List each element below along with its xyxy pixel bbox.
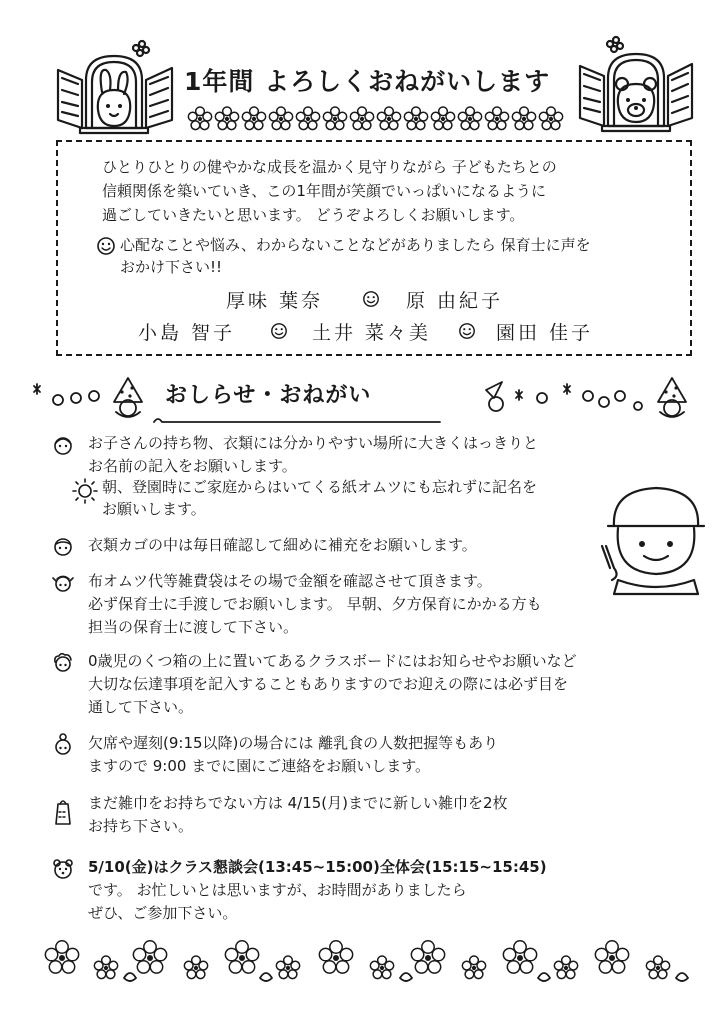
notice-text-line: お子さんの持ち物、衣類には分かりやすい場所に大きくはっきりと bbox=[88, 434, 539, 452]
notice-text-line: 通して下さい。 bbox=[88, 698, 194, 716]
pigtail-girl-icon bbox=[52, 572, 74, 594]
notice-item bbox=[52, 570, 652, 642]
notice-item bbox=[52, 856, 652, 928]
notice-item bbox=[52, 650, 652, 722]
notice-item bbox=[52, 534, 652, 564]
greeting-line-1: ひとりひとりの健やかな成長を温かく見守りながら 子どもたちとの bbox=[102, 158, 557, 176]
bear-window-illustration bbox=[570, 34, 700, 134]
girl-face-icon bbox=[52, 434, 74, 456]
boy-face-icon bbox=[52, 536, 74, 558]
notice-text-line: まだ雑巾をお持ちでない方は 4/15(月)までに新しい雑巾を2枚 bbox=[88, 794, 508, 812]
staff-name-4: 土井 菜々美 bbox=[312, 322, 432, 344]
notice-item bbox=[52, 792, 652, 842]
notice-text-line: 担当の保育士に渡して下さい。 bbox=[88, 618, 299, 636]
notice-text-line: 布オムツ代等雑費袋はその場で金額を確認させて頂きます。 bbox=[88, 572, 492, 590]
smiley-icon bbox=[458, 322, 476, 340]
staff-name-3: 小島 智子 bbox=[138, 322, 236, 344]
greeting-line-2: 信頼関係を築いていき、この1年間が笑顔でいっぱいになるように bbox=[102, 182, 546, 200]
notice-text-line: ますので 9:00 までに園にご連絡をお願いします。 bbox=[88, 757, 431, 775]
invite-line-2: おかけ下さい!! bbox=[120, 258, 223, 276]
notice-text-line: お持ち下さい。 bbox=[88, 817, 194, 835]
flower-border-decoration bbox=[46, 938, 686, 988]
child-with-hat-illustration bbox=[600, 476, 710, 596]
notice-text-line: 衣類カゴの中は毎日確認して細めに補充をお願いします。 bbox=[88, 536, 477, 554]
towel-bag-icon bbox=[52, 794, 74, 824]
notice-sub-line: お願いします。 bbox=[102, 500, 206, 518]
notice-text-line: 5/10(金)はクラス懇談会(13:45~15:00)全体会(15:15~15:45) bbox=[88, 858, 547, 876]
bunny-window-illustration bbox=[52, 40, 182, 135]
invite-line-1: 心配なことや悩み、わからないことなどがありましたら 保育士に声を bbox=[120, 236, 591, 254]
notice-text-line: ぜひ、ご参加下さい。 bbox=[88, 904, 238, 922]
sun-icon bbox=[72, 478, 98, 504]
notice-text-line: です。 お忙しいとは思いますが、お時間がありましたら bbox=[88, 881, 467, 899]
notice-text-line: 0歳児のくつ箱の上に置いてあるクラスボードにはお知らせやお願いなど bbox=[88, 652, 577, 670]
smiley-icon bbox=[362, 290, 380, 308]
smiley-icon bbox=[270, 322, 288, 340]
notice-sub-line: 朝、登園時にご家庭からはいてくる紙オムツにも忘れずに記名を bbox=[102, 478, 538, 496]
notice-text-line: 欠席や遅刻(9:15以降)の場合には 離乳食の人数把握等もあり bbox=[88, 734, 499, 752]
section-title: おしらせ・おねがい bbox=[165, 383, 372, 408]
staff-name-5: 園田 佳子 bbox=[496, 322, 594, 344]
bear-face-icon bbox=[52, 858, 74, 880]
page-title: 1年間 よろしくおねがいします bbox=[184, 67, 551, 96]
staff-name-2: 原 由紀子 bbox=[406, 290, 504, 312]
smiley-icon bbox=[96, 236, 116, 256]
staff-name-1: 厚味 葉奈 bbox=[226, 290, 324, 312]
notice-text-line: 必ず保育士に手渡しでお願いします。 早朝、夕方保育にかかる方も bbox=[88, 595, 542, 613]
greeting-line-3: 過ごしていきたいと思います。 どうぞよろしくお願いします。 bbox=[102, 206, 525, 224]
curly-girl-icon bbox=[52, 652, 74, 674]
section-title-underline bbox=[150, 414, 450, 428]
bun-girl-icon bbox=[52, 734, 74, 756]
notice-text-line: 大切な伝達事項を記入することもありますのでお迎えの際には必ず目を bbox=[88, 675, 569, 693]
notice-text-line: お名前の記入をお願いします。 bbox=[88, 457, 297, 475]
flower-row-decoration bbox=[186, 105, 566, 133]
notice-item bbox=[52, 732, 652, 782]
